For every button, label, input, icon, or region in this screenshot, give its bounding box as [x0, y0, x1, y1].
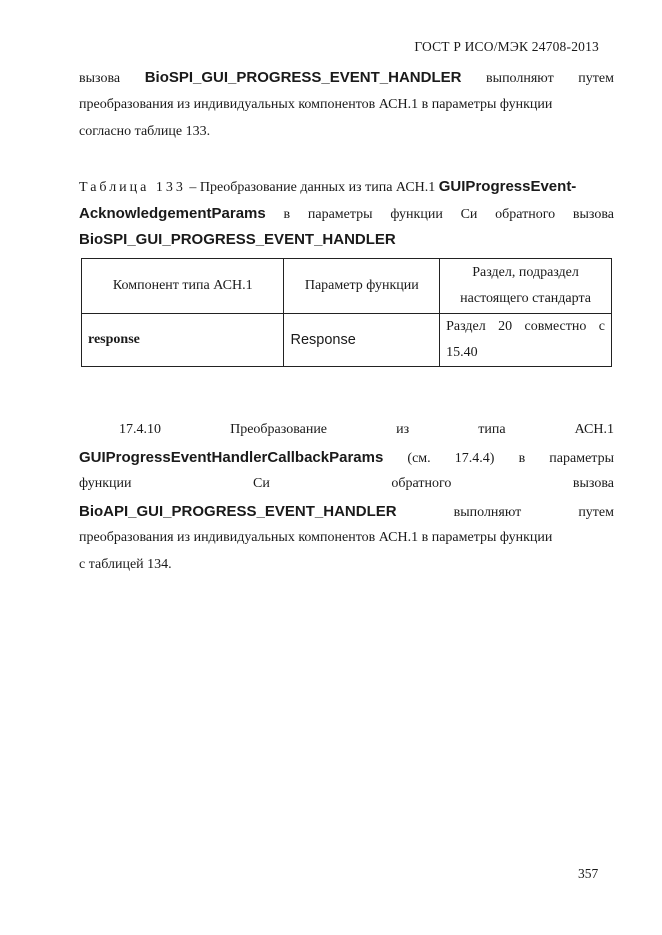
caption-word: в: [283, 207, 291, 222]
table-caption-line1: [79, 178, 614, 196]
section-word: Раздел: [446, 319, 486, 334]
table-133: [81, 258, 612, 367]
para2-line5: преобразования из индивидуальных компонентов АСН.1 в параметры функции: [79, 530, 553, 545]
para2-word: выполняют: [453, 505, 522, 520]
table-header-cell: Параметр функции: [284, 259, 440, 314]
caption-word: параметры: [307, 207, 373, 222]
table-caption-label: Таблица 133: [79, 180, 186, 195]
page-number: 357: [578, 866, 599, 881]
para2-word: АСН.1: [574, 422, 614, 437]
caption-word: функции: [390, 207, 443, 222]
para2-word: параметры: [549, 451, 614, 466]
para2-word: Преобразование: [230, 422, 328, 437]
para1-line1: [79, 69, 614, 87]
para2-line3: [79, 476, 614, 492]
caption-word: вызова: [572, 207, 614, 222]
para2-word: из: [396, 422, 410, 437]
para2-word: функции: [79, 476, 132, 491]
para1-word: путем: [578, 71, 614, 86]
caption-word: Си: [460, 207, 478, 222]
caption-word: обратного: [495, 207, 556, 222]
para2-word: 17.4.10: [119, 422, 161, 437]
para2-word: Си: [253, 476, 270, 491]
para1-line3: согласно таблице 133.: [79, 124, 211, 139]
table-cell-param: [284, 314, 440, 367]
section-line: 15.40: [446, 345, 478, 360]
para1-code-handler: BioSPI_GUI_PROGRESS_EVENT_HANDLER: [144, 69, 462, 86]
section-word: с: [598, 319, 605, 334]
table-header-cell: [440, 259, 612, 314]
para2-code: GUIProgressEventHandlerCallbackParams: [79, 449, 384, 466]
document-header: ГОСТ Р ИСО/МЭК 24708-2013: [414, 39, 599, 54]
para1-word: выполняют: [486, 71, 554, 86]
para2-word: (см.: [407, 451, 431, 466]
table-caption-line3: [79, 231, 614, 249]
para2-word: обратного: [391, 476, 452, 491]
section-line: [446, 314, 605, 340]
para2-line2: [79, 449, 614, 467]
table-caption-code: GUIProgressEvent-: [438, 178, 577, 195]
table-caption-code: BioSPI_GUI_PROGRESS_EVENT_HANDLER: [79, 231, 396, 248]
table-caption-text: – Преобразование данных из типа АСН.1: [189, 180, 436, 195]
table-header-cell: Компонент типа АСН.1: [82, 259, 284, 314]
table-caption-code: AcknowledgementParams: [79, 205, 266, 222]
para2-word: 17.4.4): [454, 451, 495, 466]
para2-line1: [119, 422, 614, 438]
section-word: 20: [498, 319, 513, 334]
header-line: Раздел, подраздел: [472, 265, 579, 280]
para1-word: вызова: [79, 71, 121, 86]
table-cell-component: [82, 314, 284, 367]
para2-line4: [79, 503, 614, 521]
para2-word: типа: [478, 422, 506, 437]
component-name: response: [88, 332, 140, 347]
table-caption-line2: [79, 205, 614, 223]
header-line: настоящего стандарта: [460, 291, 591, 306]
para2-word: в: [518, 451, 526, 466]
section-word: совместно: [524, 319, 587, 334]
param-name: Response: [290, 331, 356, 348]
para2-line6: с таблицей 134.: [79, 557, 172, 572]
para2-word: путем: [578, 505, 614, 520]
table-cell-section: [440, 314, 612, 367]
para1-line2: преобразования из индивидуальных компонентов АСН.1 в параметры функции: [79, 97, 553, 112]
para2-word: вызова: [572, 476, 614, 491]
table-header-row: [82, 259, 612, 314]
table-row: [82, 314, 612, 367]
para2-code: BioAPI_GUI_PROGRESS_EVENT_HANDLER: [79, 503, 397, 520]
